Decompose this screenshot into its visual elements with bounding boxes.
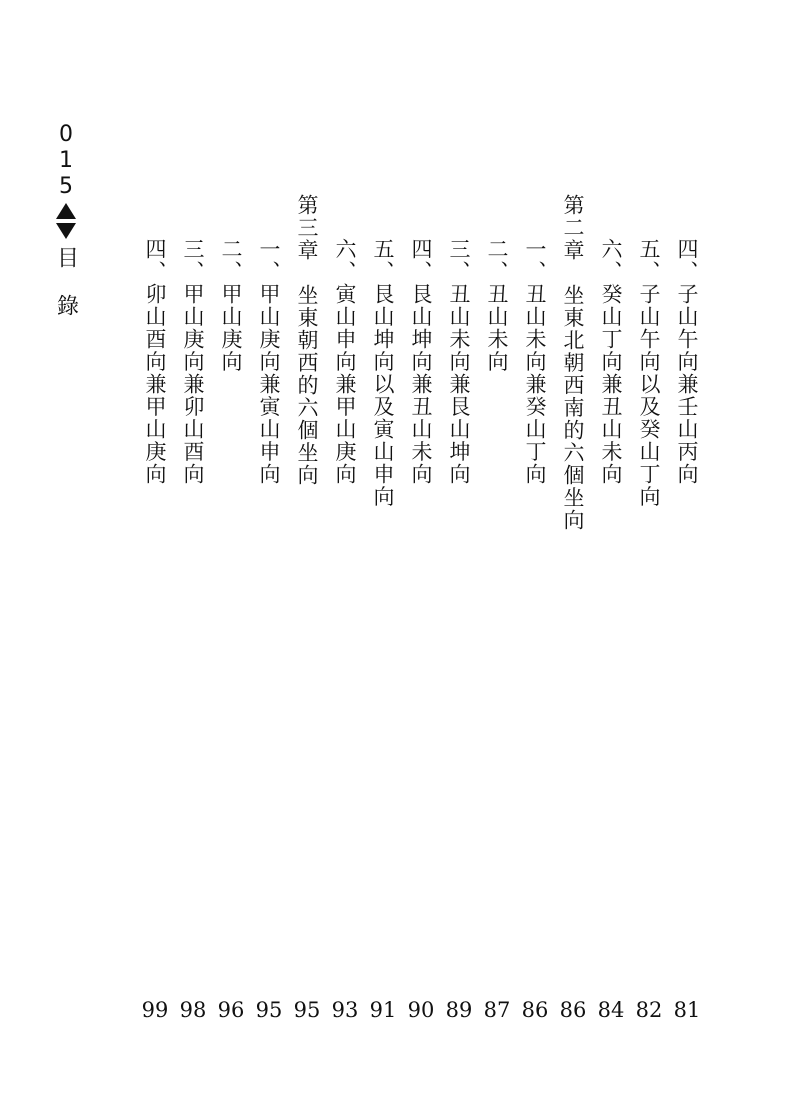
toc-entry-page: 95 <box>255 998 283 1022</box>
toc-entry-page: 86 <box>521 998 549 1022</box>
toc-entry-page: 81 <box>673 998 701 1022</box>
toc-entry-page: 84 <box>597 998 625 1022</box>
page-number-digit: 0 <box>59 122 73 147</box>
toc-entry-page: 93 <box>331 998 359 1022</box>
toc-chapter-heading[interactable] <box>557 184 589 1064</box>
toc-entry[interactable] <box>519 184 551 1064</box>
toc-entry[interactable] <box>253 184 285 1064</box>
toc-entry-title: 四、子山午向兼壬山丙向 <box>675 238 699 486</box>
toc-entry[interactable] <box>405 184 437 1064</box>
toc-entry-title: 三、甲山庚向兼卯山酉向 <box>181 238 205 486</box>
toc-entry-title: 一、丑山未向兼癸山丁向 <box>523 238 547 486</box>
toc-entry[interactable] <box>671 184 703 1064</box>
toc-entry-page: 95 <box>293 998 321 1022</box>
toc-entry-title: 二、甲山庚向 <box>219 238 243 373</box>
toc-entry-title: 二、丑山未向 <box>485 238 509 373</box>
toc-chapter-title: 第三章 坐東朝西的六個坐向 <box>295 194 319 487</box>
toc-entry[interactable] <box>595 184 627 1064</box>
toc-entry[interactable] <box>177 184 209 1064</box>
toc-entry-page: 89 <box>445 998 473 1022</box>
toc-entry-page: 90 <box>407 998 435 1022</box>
toc-chapter-heading[interactable] <box>291 184 323 1064</box>
toc-entry-page: 87 <box>483 998 511 1022</box>
toc-chapter-title: 第二章 坐東北朝西南的六個坐向 <box>561 194 585 532</box>
toc-entry-page: 86 <box>559 998 587 1022</box>
toc-entry-title: 六、癸山丁向兼丑山未向 <box>599 238 623 486</box>
toc-entry-title: 六、寅山申向兼甲山庚向 <box>333 238 357 486</box>
toc-entry[interactable] <box>367 184 399 1064</box>
toc-entry-page: 82 <box>635 998 663 1022</box>
toc-entry[interactable] <box>633 184 665 1064</box>
page-number-digit: 1 <box>59 148 73 173</box>
toc-entry-title: 四、艮山坤向兼丑山未向 <box>409 238 433 486</box>
toc-entry-page: 96 <box>217 998 245 1022</box>
toc-entry-title: 五、子山午向以及癸山丁向 <box>637 238 661 508</box>
toc-entry[interactable] <box>329 184 361 1064</box>
toc-entry[interactable] <box>215 184 247 1064</box>
toc-entry-title: 一、甲山庚向兼寅山申向 <box>257 238 281 486</box>
toc-entry-page: 99 <box>141 998 169 1022</box>
page-number-digit: 5 <box>59 174 73 199</box>
toc-entry[interactable] <box>443 184 475 1064</box>
toc-entry[interactable] <box>481 184 513 1064</box>
toc-entry[interactable] <box>139 184 171 1064</box>
toc-entry-title: 四、卯山酉向兼甲山庚向 <box>143 238 167 486</box>
section-label: 目錄 <box>53 246 79 342</box>
toc-entry-title: 五、艮山坤向以及寅山申向 <box>371 238 395 508</box>
toc-entry-page: 91 <box>369 998 397 1022</box>
toc-entry-page: 98 <box>179 998 207 1022</box>
toc-entry-title: 三、丑山未向兼艮山坤向 <box>447 238 471 486</box>
